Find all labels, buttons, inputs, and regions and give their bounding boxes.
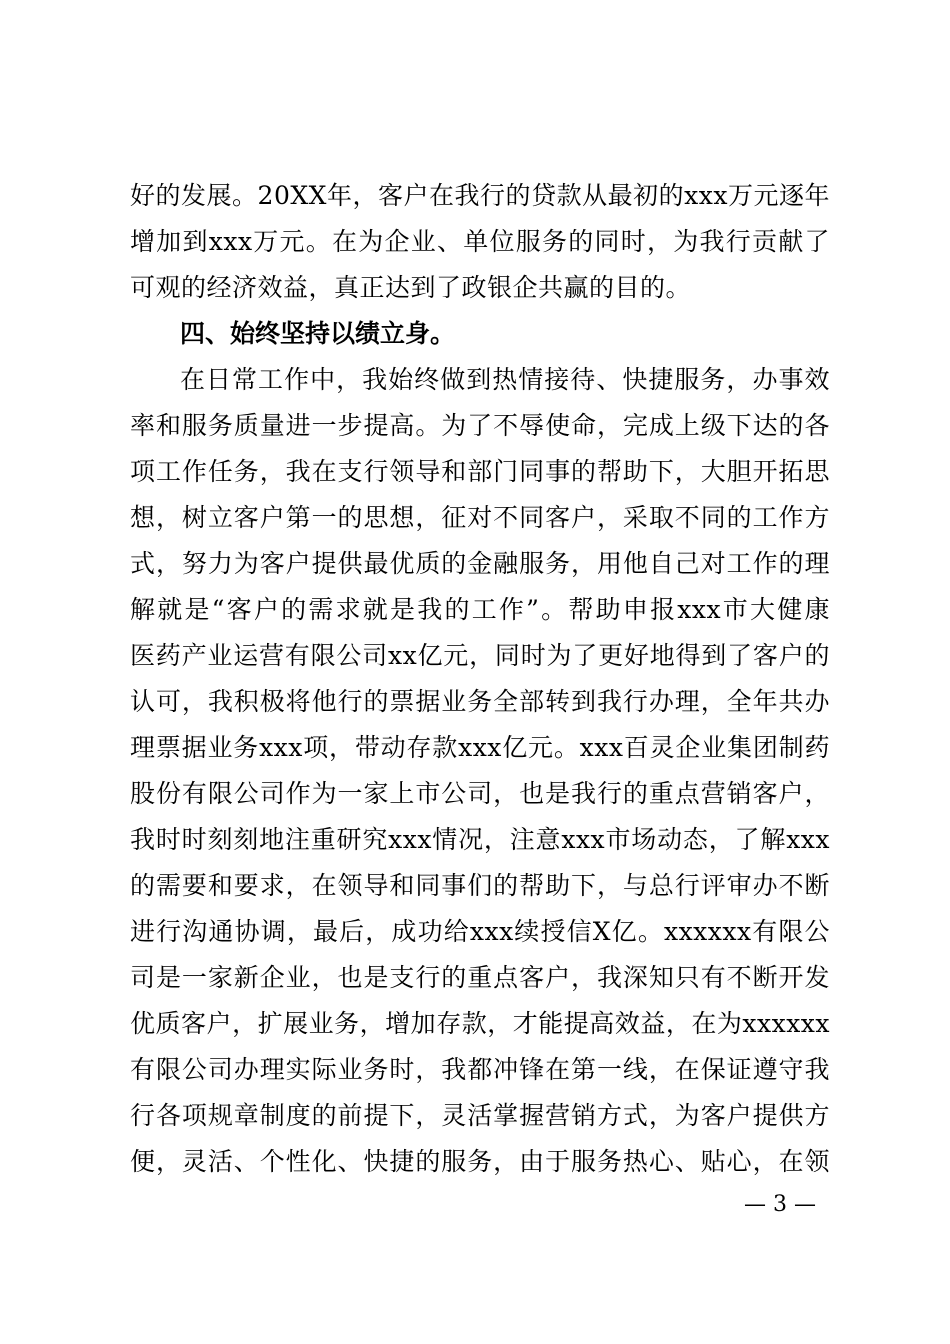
paragraph-line: 进行沟通协调，最后，成功给xxx续授信X亿。xxxxxx有限公 — [130, 917, 830, 946]
paragraph-line: 项工作任务，我在支行领导和部门同事的帮助下，大胆开拓思 — [130, 457, 830, 486]
paragraph-line: 理票据业务xxx项，带动存款xxx亿元。xxx百灵企业集团制药 — [130, 733, 830, 762]
page-number: — 3 — — [744, 1192, 816, 1217]
paragraph-line: 可观的经济效益，真正达到了政银企共赢的目的。 — [130, 273, 692, 302]
paragraph-line: 的需要和要求，在领导和同事们的帮助下，与总行评审办不断 — [130, 871, 830, 900]
paragraph-line: 优质客户，扩展业务，增加存款，才能提高效益，在为xxxxxx — [130, 1009, 830, 1038]
paragraph-line: 我时时刻刻地注重研究xxx情况，注意xxx市场动态，了解xxx — [130, 825, 830, 854]
paragraph-line: 率和服务质量进一步提高。为了不辱使命，完成上级下达的各 — [130, 411, 830, 440]
paragraph-line: 有限公司办理实际业务时，我都冲锋在第一线，在保证遵守我 — [130, 1055, 830, 1084]
paragraph-line: 医药产业运营有限公司xx亿元，同时为了更好地得到了客户的 — [130, 641, 830, 670]
paragraph-line: 认可，我积极将他行的票据业务全部转到我行办理，全年共办 — [130, 687, 830, 716]
paragraph-line: 增加到xxx万元。在为企业、单位服务的同时，为我行贡献了 — [130, 227, 830, 256]
paragraph-line: 行各项规章制度的前提下，灵活掌握营销方式，为客户提供方 — [130, 1101, 830, 1130]
paragraph-line: 想，树立客户第一的思想，征对不同客户，采取不同的工作方 — [130, 503, 830, 532]
paragraph-line: 便，灵活、个性化、快捷的服务，由于服务热心、贴心，在领 — [130, 1147, 830, 1176]
paragraph-line: 式，努力为客户提供最优质的金融服务，用他自己对工作的理 — [130, 549, 830, 578]
paragraph-line: 好的发展。20XX年，客户在我行的贷款从最初的xxx万元逐年 — [130, 181, 830, 210]
paragraph-line: 解就是“客户的需求就是我的工作”。帮助申报xxx市大健康 — [130, 595, 830, 624]
paragraph-line: 司是一家新企业，也是支行的重点客户，我深知只有不断开发 — [130, 963, 830, 992]
section-heading: 四、始终坚持以绩立身。 — [180, 319, 456, 348]
paragraph-line: 股份有限公司作为一家上市公司，也是我行的重点营销客户， — [130, 779, 830, 808]
paragraph-line: 在日常工作中，我始终做到热情接待、快捷服务，办事效 — [180, 365, 830, 394]
